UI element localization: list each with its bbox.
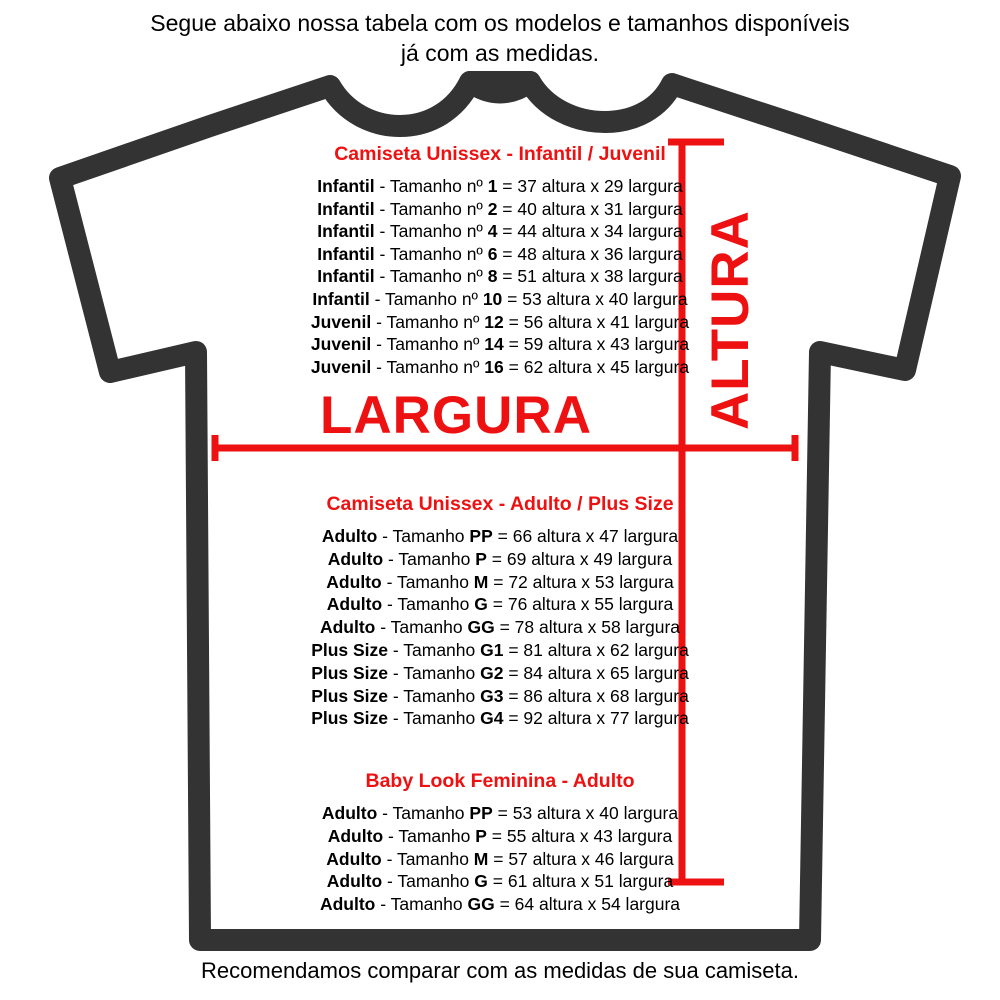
row-prefix: - Tamanho (377, 803, 470, 823)
row-size: M (473, 571, 489, 592)
row-prefix: - Tamanho (388, 685, 481, 706)
row-prefix: - Tamanho nº (371, 334, 485, 355)
list-item (150, 525, 850, 548)
row-spec: = 55 altura x 43 largura (486, 825, 673, 846)
row-category: Adulto (326, 571, 382, 592)
row-prefix: - Tamanho nº (374, 221, 488, 242)
row-spec: = 44 altura x 34 largura (497, 221, 683, 242)
row-spec: = 76 altura x 55 largura (487, 594, 674, 615)
row-prefix: - Tamanho (375, 894, 468, 915)
page-title-line-2: já com as medidas. (400, 40, 600, 66)
list-item (150, 825, 850, 848)
row-size: P (475, 548, 487, 569)
size-row-list (150, 175, 850, 378)
row-size: 14 (484, 334, 504, 355)
row-spec: = 86 altura x 68 largura (503, 685, 689, 706)
row-category: Infantil (312, 288, 370, 309)
row-spec: = 37 altura x 29 largura (497, 176, 683, 196)
list-item (150, 707, 850, 730)
row-prefix: - Tamanho (388, 639, 481, 660)
row-prefix: - Tamanho (388, 662, 481, 683)
row-category: Adulto (326, 848, 382, 869)
row-spec: = 92 altura x 77 largura (503, 708, 689, 729)
list-item (150, 802, 850, 825)
list-item (150, 662, 850, 685)
size-group-title: Camiseta Unissex - Infantil / Juvenil (334, 143, 666, 165)
row-spec: = 48 altura x 36 largura (497, 243, 683, 264)
size-group-adult (150, 493, 850, 730)
row-size: GG (467, 617, 495, 638)
row-category: Juvenil (310, 311, 372, 332)
list-item (150, 616, 850, 639)
row-category: Adulto (321, 803, 378, 823)
size-group-baby-look (150, 770, 850, 916)
row-size: 8 (487, 266, 498, 287)
row-size: PP (469, 526, 493, 546)
list-item (150, 288, 850, 311)
row-category: Adulto (326, 594, 383, 615)
row-prefix: - Tamanho nº (371, 356, 485, 377)
row-spec: = 59 altura x 43 largura (503, 334, 690, 355)
row-spec: = 53 altura x 40 largura (492, 803, 679, 823)
row-spec: = 69 altura x 49 largura (486, 548, 673, 569)
row-prefix: - Tamanho nº (371, 311, 485, 332)
row-spec: = 64 altura x 54 largura (494, 894, 681, 915)
row-spec: = 53 altura x 40 largura (502, 288, 688, 309)
row-category: Adulto (327, 548, 384, 569)
list-item (150, 198, 850, 221)
row-prefix: - Tamanho (375, 617, 468, 638)
list-item (150, 870, 850, 893)
row-spec: = 81 altura x 62 largura (503, 639, 689, 660)
page-title-line-1: Segue abaixo nossa tabela com os modelos e tamanhos disponíveis (150, 10, 850, 36)
row-prefix: - Tamanho (383, 825, 476, 846)
row-prefix: - Tamanho (388, 708, 481, 729)
list-item (150, 685, 850, 708)
size-group-kids (150, 143, 850, 378)
row-size: 2 (487, 198, 498, 219)
row-spec: = 84 altura x 65 largura (503, 662, 689, 683)
row-prefix: - Tamanho (383, 548, 476, 569)
row-category: Plus Size (311, 662, 389, 683)
list-item (150, 548, 850, 571)
row-size: 12 (484, 311, 504, 332)
row-prefix: - Tamanho (377, 526, 470, 546)
list-item (150, 356, 850, 379)
size-row-list (150, 525, 850, 730)
row-prefix: - Tamanho nº (374, 243, 488, 264)
row-size: G3 (480, 685, 504, 706)
row-prefix: - Tamanho (381, 848, 474, 869)
list-item (150, 265, 850, 288)
row-category: Plus Size (311, 685, 389, 706)
list-item (150, 243, 850, 266)
row-category: Adulto (319, 617, 376, 638)
size-group-title: Baby Look Feminina - Adulto (365, 770, 635, 792)
list-item (150, 311, 850, 334)
size-row-list (150, 802, 850, 916)
row-prefix: - Tamanho (381, 571, 474, 592)
row-category: Adulto (321, 526, 378, 546)
list-item (150, 593, 850, 616)
row-size: 6 (487, 243, 498, 264)
width-label: LARGURA (320, 386, 592, 445)
row-spec: = 56 altura x 41 largura (503, 311, 690, 332)
row-size: G4 (480, 708, 504, 729)
row-category: Adulto (327, 825, 384, 846)
row-prefix: - Tamanho nº (374, 198, 488, 219)
row-category: Infantil (317, 266, 375, 287)
row-size: PP (469, 803, 493, 823)
list-item (150, 333, 850, 356)
list-item (150, 639, 850, 662)
list-item (150, 893, 850, 916)
list-item (150, 220, 850, 243)
row-size: GG (467, 894, 495, 915)
row-size: P (475, 825, 487, 846)
row-category: Plus Size (311, 639, 389, 660)
row-size: G (474, 871, 488, 892)
height-label: ALTURA (701, 210, 760, 430)
row-spec: = 62 altura x 45 largura (503, 356, 690, 377)
row-prefix: - Tamanho (382, 594, 475, 615)
row-size: 1 (487, 176, 498, 196)
row-prefix: - Tamanho nº (374, 176, 488, 196)
row-category: Adulto (326, 871, 383, 892)
row-spec: = 72 altura x 53 largura (488, 571, 674, 592)
row-spec: = 61 altura x 51 largura (487, 871, 674, 892)
row-size: G (474, 594, 488, 615)
row-category: Infantil (317, 221, 375, 242)
row-category: Juvenil (310, 334, 372, 355)
row-prefix: - Tamanho (382, 871, 475, 892)
list-item (150, 175, 850, 198)
footer-note: Recomendamos comparar com as medidas de sua camiseta. (201, 958, 799, 983)
row-size: 16 (484, 356, 504, 377)
row-spec: = 78 altura x 58 largura (494, 617, 681, 638)
row-spec: = 57 altura x 46 largura (488, 848, 674, 869)
list-item (150, 571, 850, 594)
row-spec: = 40 altura x 31 largura (497, 198, 683, 219)
row-spec: = 51 altura x 38 largura (497, 266, 683, 287)
page-title (0, 8, 1000, 68)
row-size: M (473, 848, 489, 869)
row-category: Adulto (319, 894, 376, 915)
size-group-title: Camiseta Unissex - Adulto / Plus Size (326, 493, 674, 515)
row-size: G2 (480, 662, 504, 683)
row-size: 10 (482, 288, 503, 309)
list-item (150, 848, 850, 871)
row-size: G1 (480, 639, 504, 660)
row-spec: = 66 altura x 47 largura (492, 526, 679, 546)
row-category: Infantil (317, 176, 375, 196)
row-prefix: - Tamanho nº (374, 266, 488, 287)
row-prefix: - Tamanho nº (369, 288, 483, 309)
row-category: Infantil (317, 243, 375, 264)
row-category: Plus Size (311, 708, 389, 729)
row-category: Infantil (317, 198, 375, 219)
row-category: Juvenil (310, 356, 372, 377)
row-size: 4 (487, 221, 498, 242)
